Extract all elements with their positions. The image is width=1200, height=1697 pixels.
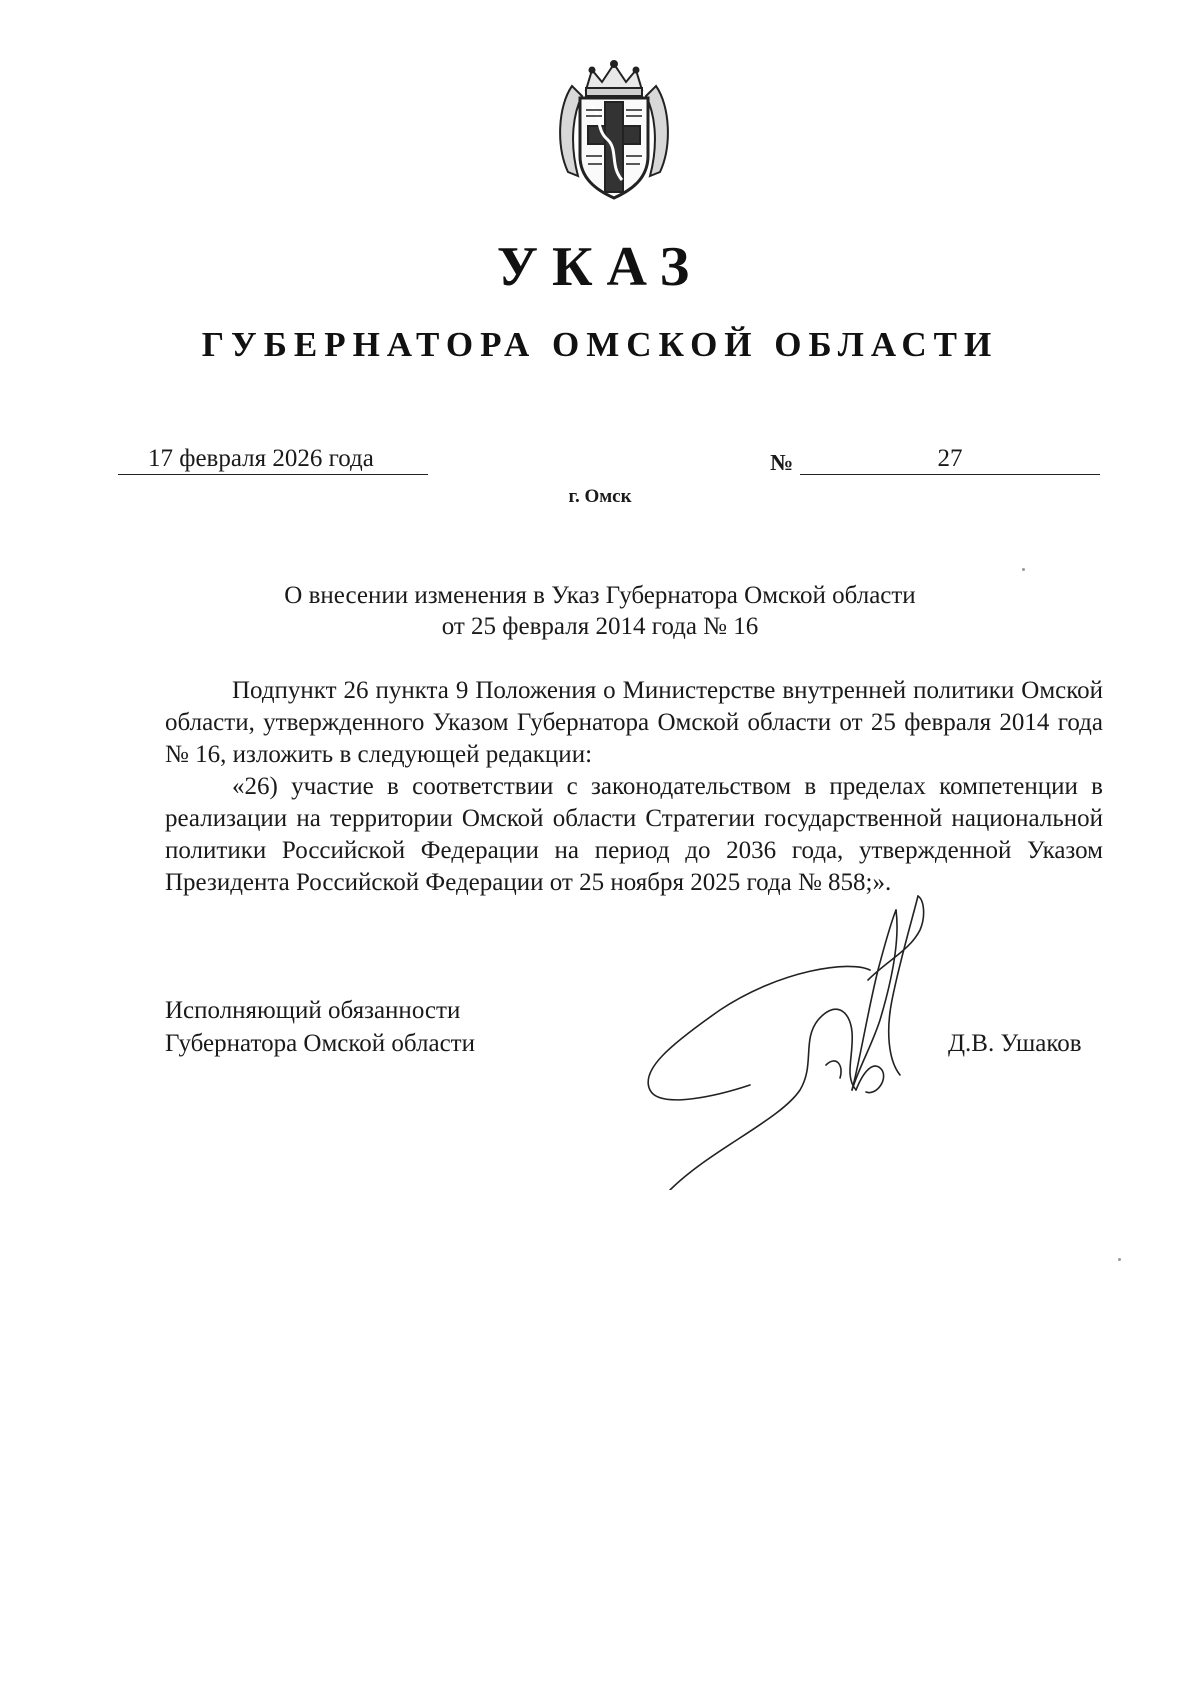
signer-name: Д.В. Ушаков	[948, 1030, 1082, 1057]
document-title: УКАЗ	[496, 236, 704, 298]
scan-artifact	[1118, 1258, 1121, 1261]
city-label: г. Омск	[568, 486, 632, 507]
signer-title-line-1: Исполняющий обязанности	[165, 997, 461, 1024]
signer-title-line-2: Губернатора Омской области	[165, 1030, 475, 1057]
handwritten-signature-icon	[630, 860, 980, 1190]
omsk-coat-of-arms-icon	[552, 56, 676, 202]
document-date: 17 февраля 2026 года	[118, 444, 428, 475]
heading-line-2: от 25 февраля 2014 года № 16	[441, 613, 759, 640]
body-paragraph-1: Подпункт 26 пункта 9 Положения о Министерстве внутренней политики Омской области, утвержденного Указом Губернатора Омской области от 25 февраля 2014 года № 16, изложить в следующей редакции:	[165, 677, 1103, 768]
heading-line-1: О внесении изменения в Указ Губернатора Омской области	[284, 582, 916, 609]
number-sign: №	[770, 450, 794, 475]
body-paragraph-2: «26) участие в соответствии с законодательством в пределах компетенции в реализации на территории Омской области Стратегии государственной национальной политики Российской Федерации на период до 2036 года, утвержденной Указом Президента Российской Федерации от 25 ноября 2025 года № 858;».	[165, 773, 1103, 896]
document-body	[165, 675, 1103, 899]
document-subtitle: ГУБЕРНАТОРА ОМСКОЙ ОБЛАСТИ	[201, 325, 999, 364]
signer-title	[165, 994, 475, 1060]
document-heading	[160, 580, 1040, 642]
scan-artifact	[1022, 568, 1025, 571]
document-number: 27	[800, 444, 1100, 475]
